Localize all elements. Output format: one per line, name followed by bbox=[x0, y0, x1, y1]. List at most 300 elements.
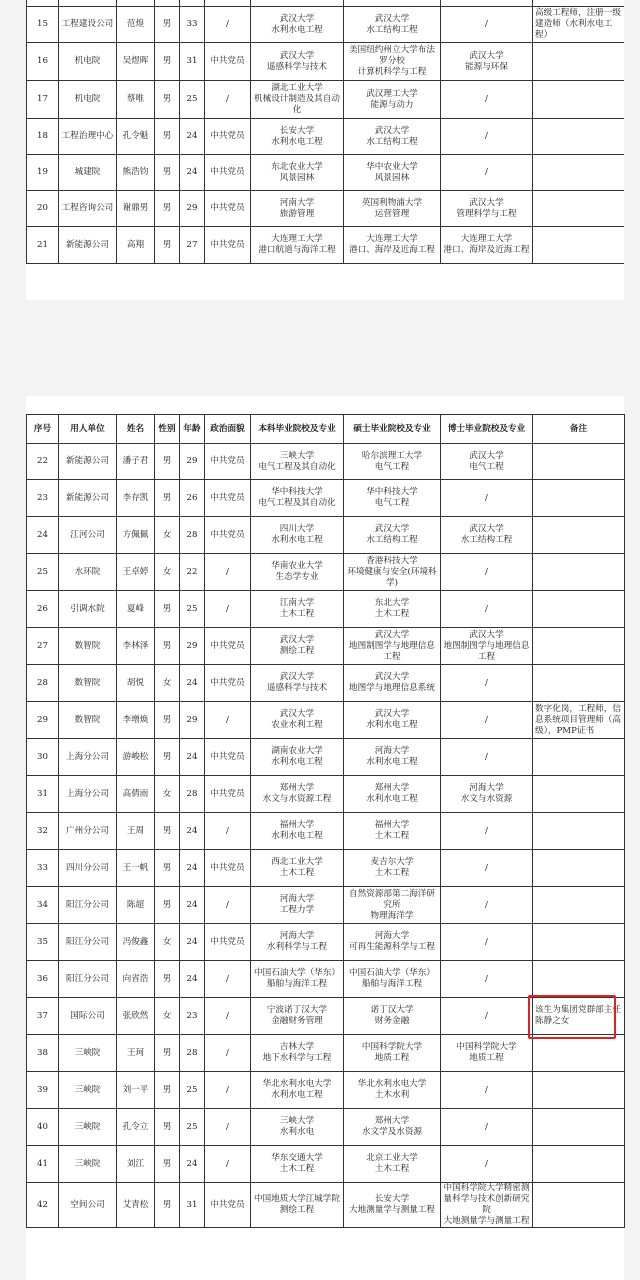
cell-gender: 男 bbox=[155, 81, 180, 119]
cell-party: 中共党员 bbox=[205, 155, 251, 191]
cell-gender: 女 bbox=[155, 554, 180, 591]
cell-age: 31 bbox=[180, 43, 205, 81]
cell-age: 24 bbox=[180, 924, 205, 961]
cell-age: 29 bbox=[180, 702, 205, 739]
cell-note bbox=[533, 554, 625, 591]
cell-unit: 三峡院 bbox=[59, 1109, 117, 1146]
cell-age: 24 bbox=[180, 665, 205, 702]
cell-unit: 城建院 bbox=[59, 155, 117, 191]
cell-phd: 中国科学院大学精密测量科学与技术创新研究院 大地测量学与测量工程 bbox=[441, 1183, 533, 1228]
cell-number: 31 bbox=[27, 776, 59, 813]
cell-phd: / bbox=[441, 665, 533, 702]
cell-gender: 男 bbox=[155, 227, 180, 264]
cell-master: 北京工业大学 土木工程 bbox=[344, 1146, 441, 1183]
table-body-part2 bbox=[27, 444, 625, 1228]
cell-phd: 武汉大学 地图制图学与地理信息工程 bbox=[441, 628, 533, 665]
cell-undergrad: 大连理工大学 港口航道与海洋工程 bbox=[251, 227, 344, 264]
candidates-table-part2 bbox=[26, 414, 625, 1228]
table-row bbox=[27, 739, 625, 776]
cell-gender: 女 bbox=[155, 924, 180, 961]
cell-master: 诺丁汉大学 财务金融 bbox=[344, 998, 441, 1035]
cell-name: 方佩佩 bbox=[117, 517, 155, 554]
cell-unit: 新能源公司 bbox=[59, 480, 117, 517]
cell-gender: 男 bbox=[155, 702, 180, 739]
table-header-row bbox=[27, 415, 625, 444]
cell-gender: 男 bbox=[155, 119, 180, 155]
cell-name: 高倩雨 bbox=[117, 776, 155, 813]
red-highlight-annotation bbox=[528, 995, 616, 1039]
cell-gender: 男 bbox=[155, 43, 180, 81]
cell-name: 熊浩钧 bbox=[117, 155, 155, 191]
cell-note bbox=[533, 887, 625, 924]
cell-unit: 三峡院 bbox=[59, 1146, 117, 1183]
cell-party: / bbox=[205, 887, 251, 924]
cell-undergrad: 华南农业大学 生态学专业 bbox=[251, 554, 344, 591]
cell-party: 中共党员 bbox=[205, 191, 251, 227]
cell-gender: 男 bbox=[155, 628, 180, 665]
column-header: 硕士毕业院校及专业 bbox=[344, 415, 441, 444]
document-page-2 bbox=[26, 396, 624, 1280]
cell-age: 29 bbox=[180, 444, 205, 480]
cell-undergrad: 四川大学 水利水电工程 bbox=[251, 517, 344, 554]
table-row bbox=[27, 81, 625, 119]
cell-undergrad: 武汉大学 水利水电工程 bbox=[251, 7, 344, 43]
cell-party: 中共党员 bbox=[205, 628, 251, 665]
cell-master: 长安大学 大地测量学与测量工程 bbox=[344, 1183, 441, 1228]
cell-name: 吴煜晖 bbox=[117, 43, 155, 81]
cell-party: 中共党员 bbox=[205, 924, 251, 961]
cell-number: 39 bbox=[27, 1072, 59, 1109]
cell-party: 中共党员 bbox=[205, 517, 251, 554]
cell-note bbox=[533, 227, 625, 264]
cell-phd: / bbox=[441, 887, 533, 924]
cell-number: 15 bbox=[27, 7, 59, 43]
column-header: 用人单位 bbox=[59, 415, 117, 444]
cell-unit: 江河公司 bbox=[59, 517, 117, 554]
cell-master: 中国科学院大学 地质工程 bbox=[344, 1035, 441, 1072]
cell-name: 冯俊鑫 bbox=[117, 924, 155, 961]
cell-name: 艾青松 bbox=[117, 1183, 155, 1228]
cell-name: 潘子君 bbox=[117, 444, 155, 480]
cell-undergrad: 福州大学 水利水电工程 bbox=[251, 813, 344, 850]
cell-unit: 空间公司 bbox=[59, 1183, 117, 1228]
cell-party: / bbox=[205, 1072, 251, 1109]
table-row bbox=[27, 1183, 625, 1228]
cell-undergrad: 宁波诺丁汉大学 金融财务管理 bbox=[251, 998, 344, 1035]
cell-phd: / bbox=[441, 7, 533, 43]
cell-note: 数字化岗，工程师，信息系统项目管理师（高级），PMP证书 bbox=[533, 702, 625, 739]
cell-gender: 女 bbox=[155, 998, 180, 1035]
cell-phd: / bbox=[441, 480, 533, 517]
cell-party: 中共党员 bbox=[205, 776, 251, 813]
cell-party: 中共党员 bbox=[205, 444, 251, 480]
cell-note bbox=[533, 961, 625, 998]
cell-note bbox=[533, 1072, 625, 1109]
cell-phd: / bbox=[441, 961, 533, 998]
cell-age: 24 bbox=[180, 961, 205, 998]
cell-number: 30 bbox=[27, 739, 59, 776]
cell-phd: / bbox=[441, 924, 533, 961]
cell-note bbox=[533, 1035, 625, 1072]
cell-unit: 数智院 bbox=[59, 665, 117, 702]
cell-undergrad: 长安大学 水利水电工程 bbox=[251, 119, 344, 155]
table-row bbox=[27, 1035, 625, 1072]
cell-master: 美国纽约州立大学布法罗分校 计算机科学与工程 bbox=[344, 43, 441, 81]
cell-age: 24 bbox=[180, 155, 205, 191]
cell-master: 英国利物浦大学 运营管理 bbox=[344, 191, 441, 227]
cell-gender: 男 bbox=[155, 850, 180, 887]
table-row bbox=[27, 191, 625, 227]
cell-number: 28 bbox=[27, 665, 59, 702]
cell-phd: / bbox=[441, 850, 533, 887]
column-header: 政治面貌 bbox=[205, 415, 251, 444]
cell-gender: 男 bbox=[155, 155, 180, 191]
column-header: 年龄 bbox=[180, 415, 205, 444]
cell-gender: 男 bbox=[155, 1183, 180, 1228]
column-header: 性别 bbox=[155, 415, 180, 444]
cell-age: 26 bbox=[180, 480, 205, 517]
table-row bbox=[27, 961, 625, 998]
cell-unit: 阳江分公司 bbox=[59, 961, 117, 998]
cell-undergrad: 武汉大学 测绘工程 bbox=[251, 628, 344, 665]
cell-undergrad: 西北工业大学 土木工程 bbox=[251, 850, 344, 887]
cell-party: 中共党员 bbox=[205, 1183, 251, 1228]
table-row bbox=[27, 628, 625, 665]
table-row bbox=[27, 7, 625, 43]
table-row bbox=[27, 554, 625, 591]
cell-age: 28 bbox=[180, 517, 205, 554]
cell-undergrad: 中国石油大学（华东） 船舶与海洋工程 bbox=[251, 961, 344, 998]
cell-gender: 男 bbox=[155, 7, 180, 43]
cell-age: 25 bbox=[180, 81, 205, 119]
cell-gender: 男 bbox=[155, 739, 180, 776]
cell-note bbox=[533, 119, 625, 155]
table-row bbox=[27, 776, 625, 813]
column-header: 序号 bbox=[27, 415, 59, 444]
cell-master: 武汉大学 水工结构工程 bbox=[344, 517, 441, 554]
cell-party: / bbox=[205, 813, 251, 850]
document-page-1 bbox=[26, 0, 624, 300]
cell-unit: 三峡院 bbox=[59, 1035, 117, 1072]
cell-name: 谢鼎男 bbox=[117, 191, 155, 227]
cell-note bbox=[533, 480, 625, 517]
cell-number: 18 bbox=[27, 119, 59, 155]
cell-party: 中共党员 bbox=[205, 227, 251, 264]
cell-gender: 男 bbox=[155, 1072, 180, 1109]
cell-name: 王周 bbox=[117, 813, 155, 850]
cell-master: 武汉大学 水利水电工程 bbox=[344, 702, 441, 739]
cell-age: 24 bbox=[180, 1146, 205, 1183]
cell-age: 25 bbox=[180, 1109, 205, 1146]
column-header: 本科毕业院校及专业 bbox=[251, 415, 344, 444]
cell-unit: 机电院 bbox=[59, 81, 117, 119]
cell-name: 高翔 bbox=[117, 227, 155, 264]
cell-undergrad: 河南大学 旅游管理 bbox=[251, 191, 344, 227]
cell-phd: 武汉大学 管理科学与工程 bbox=[441, 191, 533, 227]
cell-gender: 男 bbox=[155, 480, 180, 517]
cell-unit: 数智院 bbox=[59, 628, 117, 665]
cell-party: / bbox=[205, 961, 251, 998]
cell-undergrad: 湖南农业大学 水利水电工程 bbox=[251, 739, 344, 776]
cell-party: / bbox=[205, 591, 251, 628]
cell-phd: / bbox=[441, 591, 533, 628]
cell-phd: / bbox=[441, 702, 533, 739]
cell-number: 26 bbox=[27, 591, 59, 628]
cell-gender: 男 bbox=[155, 444, 180, 480]
cell-undergrad: 江南大学 土木工程 bbox=[251, 591, 344, 628]
cell-phd: / bbox=[441, 119, 533, 155]
cell-number: 36 bbox=[27, 961, 59, 998]
cell-undergrad: 武汉大学 农业水利工程 bbox=[251, 702, 344, 739]
cell-age: 27 bbox=[180, 227, 205, 264]
cell-age: 24 bbox=[180, 739, 205, 776]
cell-gender: 男 bbox=[155, 1146, 180, 1183]
cell-name: 李增焕 bbox=[117, 702, 155, 739]
cell-name: 刘江 bbox=[117, 1146, 155, 1183]
cell-phd: / bbox=[441, 81, 533, 119]
cell-number: 29 bbox=[27, 702, 59, 739]
cell-party: / bbox=[205, 702, 251, 739]
cell-unit: 水环院 bbox=[59, 554, 117, 591]
cell-name: 刘一平 bbox=[117, 1072, 155, 1109]
table-row bbox=[27, 119, 625, 155]
cell-master: 武汉大学 地图制图学与地理信息工程 bbox=[344, 628, 441, 665]
cell-name: 李存凯 bbox=[117, 480, 155, 517]
cell-phd: 武汉大学 水工结构工程 bbox=[441, 517, 533, 554]
cell-master: 华中农业大学 风景园林 bbox=[344, 155, 441, 191]
cell-party: / bbox=[205, 998, 251, 1035]
cell-unit: 工程咨询公司 bbox=[59, 191, 117, 227]
cell-number: 19 bbox=[27, 155, 59, 191]
cell-age: 22 bbox=[180, 554, 205, 591]
cell-master: 哈尔滨理工大学 电气工程 bbox=[344, 444, 441, 480]
column-header: 博士毕业院校及专业 bbox=[441, 415, 533, 444]
cell-phd: / bbox=[441, 1109, 533, 1146]
cell-age: 24 bbox=[180, 813, 205, 850]
cell-unit: 广州分公司 bbox=[59, 813, 117, 850]
cell-number: 21 bbox=[27, 227, 59, 264]
cell-undergrad: 湖北工业大学 机械设计制造及其自动化 bbox=[251, 81, 344, 119]
cell-age: 29 bbox=[180, 628, 205, 665]
cell-number: 40 bbox=[27, 1109, 59, 1146]
cell-name: 李林泽 bbox=[117, 628, 155, 665]
cell-undergrad: 三峡大学 水利水电 bbox=[251, 1109, 344, 1146]
cell-gender: 女 bbox=[155, 665, 180, 702]
cell-gender: 男 bbox=[155, 1035, 180, 1072]
cell-age: 31 bbox=[180, 1183, 205, 1228]
cell-phd: 中国科学院大学 地质工程 bbox=[441, 1035, 533, 1072]
cell-gender: 男 bbox=[155, 1109, 180, 1146]
cell-age: 23 bbox=[180, 998, 205, 1035]
cell-name: 王一帆 bbox=[117, 850, 155, 887]
cell-master: 河海大学 可再生能源科学与工程 bbox=[344, 924, 441, 961]
table-row bbox=[27, 444, 625, 480]
cell-name: 王卓婷 bbox=[117, 554, 155, 591]
cell-name: 陈超 bbox=[117, 887, 155, 924]
table-row bbox=[27, 813, 625, 850]
cell-name: 王珂 bbox=[117, 1035, 155, 1072]
cell-master: 武汉大学 水工结构工程 bbox=[344, 119, 441, 155]
cell-master: 自然资源部第二海洋研究所 物理海洋学 bbox=[344, 887, 441, 924]
cell-phd: / bbox=[441, 155, 533, 191]
cell-unit: 国际公司 bbox=[59, 998, 117, 1035]
cell-party: / bbox=[205, 7, 251, 43]
cell-party: 中共党员 bbox=[205, 119, 251, 155]
cell-number: 27 bbox=[27, 628, 59, 665]
cell-gender: 男 bbox=[155, 813, 180, 850]
cell-note bbox=[533, 155, 625, 191]
cell-unit: 新能源公司 bbox=[59, 444, 117, 480]
cell-number: 42 bbox=[27, 1183, 59, 1228]
cell-master: 东北大学 土木工程 bbox=[344, 591, 441, 628]
cell-number: 24 bbox=[27, 517, 59, 554]
cell-age: 24 bbox=[180, 119, 205, 155]
cell-number: 32 bbox=[27, 813, 59, 850]
cell-undergrad: 武汉大学 遥感科学与技术 bbox=[251, 665, 344, 702]
cell-master: 郑州大学 水文学及水资源 bbox=[344, 1109, 441, 1146]
cell-unit: 三峡院 bbox=[59, 1072, 117, 1109]
cell-unit: 数智院 bbox=[59, 702, 117, 739]
cell-age: 28 bbox=[180, 1035, 205, 1072]
cell-age: 24 bbox=[180, 850, 205, 887]
cell-note bbox=[533, 1109, 625, 1146]
cell-unit: 机电院 bbox=[59, 43, 117, 81]
cell-note bbox=[533, 43, 625, 81]
table-body-part1 bbox=[27, 0, 625, 264]
table-row bbox=[27, 1146, 625, 1183]
cell-age: 24 bbox=[180, 887, 205, 924]
cell-unit: 工程治理中心 bbox=[59, 119, 117, 155]
cell-undergrad: 华中科技大学 电气工程及其自动化 bbox=[251, 480, 344, 517]
table-row bbox=[27, 155, 625, 191]
cell-note bbox=[533, 776, 625, 813]
cell-number: 25 bbox=[27, 554, 59, 591]
cell-phd: 河海大学 水文与水资源 bbox=[441, 776, 533, 813]
cell-master: 香港科技大学 环境健康与安全(环境科学) bbox=[344, 554, 441, 591]
cell-party: 中共党员 bbox=[205, 850, 251, 887]
candidates-table-part1 bbox=[26, 0, 625, 264]
page-right-margin bbox=[624, 0, 640, 300]
cell-unit: 阳江分公司 bbox=[59, 924, 117, 961]
table-row bbox=[27, 850, 625, 887]
cell-undergrad: 华东交通大学 土木工程 bbox=[251, 1146, 344, 1183]
table-row bbox=[27, 517, 625, 554]
cell-unit: 四川分公司 bbox=[59, 850, 117, 887]
cell-party: / bbox=[205, 554, 251, 591]
cell-gender: 女 bbox=[155, 776, 180, 813]
cell-gender: 女 bbox=[155, 517, 180, 554]
table-row bbox=[27, 591, 625, 628]
cell-note bbox=[533, 591, 625, 628]
column-header: 姓名 bbox=[117, 415, 155, 444]
cell-gender: 男 bbox=[155, 191, 180, 227]
cell-number: 34 bbox=[27, 887, 59, 924]
cell-note bbox=[533, 924, 625, 961]
cell-note bbox=[533, 517, 625, 554]
cell-name: 胡悦 bbox=[117, 665, 155, 702]
cell-master: 大连理工大学 港口、海岸及近海工程 bbox=[344, 227, 441, 264]
cell-age: 33 bbox=[180, 7, 205, 43]
cell-note bbox=[533, 1146, 625, 1183]
cell-note bbox=[533, 628, 625, 665]
cell-undergrad: 河海大学 水利科学与工程 bbox=[251, 924, 344, 961]
cell-age: 28 bbox=[180, 776, 205, 813]
table-row bbox=[27, 924, 625, 961]
cell-phd: / bbox=[441, 554, 533, 591]
cell-number: 16 bbox=[27, 43, 59, 81]
cell-name: 孔令立 bbox=[117, 1109, 155, 1146]
cell-unit: 上海分公司 bbox=[59, 739, 117, 776]
cell-note bbox=[533, 1183, 625, 1228]
table-row bbox=[27, 480, 625, 517]
cell-master: 武汉大学 水工结构工程 bbox=[344, 7, 441, 43]
cell-phd: / bbox=[441, 813, 533, 850]
table-row bbox=[27, 665, 625, 702]
cell-note bbox=[533, 191, 625, 227]
cell-undergrad: 东北农业大学 风景园林 bbox=[251, 155, 344, 191]
cell-name: 孔令魁 bbox=[117, 119, 155, 155]
cell-number: 37 bbox=[27, 998, 59, 1035]
cell-party: / bbox=[205, 1035, 251, 1072]
cell-gender: 男 bbox=[155, 591, 180, 628]
cell-master: 郑州大学 水利水电工程 bbox=[344, 776, 441, 813]
cell-undergrad: 河海大学 工程力学 bbox=[251, 887, 344, 924]
cell-age: 25 bbox=[180, 591, 205, 628]
cell-number: 20 bbox=[27, 191, 59, 227]
cell-number: 22 bbox=[27, 444, 59, 480]
cell-party: 中共党员 bbox=[205, 43, 251, 81]
cell-age: 29 bbox=[180, 191, 205, 227]
cell-number: 33 bbox=[27, 850, 59, 887]
cell-master: 武汉大学 地图学与地理信息系统 bbox=[344, 665, 441, 702]
cell-note: 该生为集团党群部主任陈静之女 bbox=[533, 998, 625, 1035]
cell-note bbox=[533, 813, 625, 850]
cell-note bbox=[533, 850, 625, 887]
cell-undergrad: 武汉大学 遥感科学与技术 bbox=[251, 43, 344, 81]
cell-party: / bbox=[205, 81, 251, 119]
cell-note bbox=[533, 81, 625, 119]
cell-phd: 大连理工大学 港口、海岸及近海工程 bbox=[441, 227, 533, 264]
table-row bbox=[27, 887, 625, 924]
cell-note bbox=[533, 444, 625, 480]
table-row bbox=[27, 1109, 625, 1146]
cell-unit: 上海分公司 bbox=[59, 776, 117, 813]
cell-phd: / bbox=[441, 1146, 533, 1183]
cell-party: 中共党员 bbox=[205, 665, 251, 702]
cell-gender: 男 bbox=[155, 961, 180, 998]
cell-master: 河海大学 水利水电工程 bbox=[344, 739, 441, 776]
cell-party: / bbox=[205, 1146, 251, 1183]
cell-master: 麦吉尔大学 土木工程 bbox=[344, 850, 441, 887]
cell-unit: 阳江分公司 bbox=[59, 887, 117, 924]
cell-name: 蔡唯 bbox=[117, 81, 155, 119]
cell-number: 35 bbox=[27, 924, 59, 961]
table-row bbox=[27, 43, 625, 81]
cell-note bbox=[533, 739, 625, 776]
cell-undergrad: 三峡大学 电气工程及其自动化 bbox=[251, 444, 344, 480]
cell-master: 福州大学 土木工程 bbox=[344, 813, 441, 850]
cell-master: 武汉理工大学 能源与动力 bbox=[344, 81, 441, 119]
cell-phd: 武汉大学 能源与环保 bbox=[441, 43, 533, 81]
cell-undergrad: 吉林大学 地下水科学与工程 bbox=[251, 1035, 344, 1072]
cell-note bbox=[533, 665, 625, 702]
cell-party: 中共党员 bbox=[205, 480, 251, 517]
cell-master: 华中科技大学 电气工程 bbox=[344, 480, 441, 517]
cell-undergrad: 郑州大学 水文与水资源工程 bbox=[251, 776, 344, 813]
cell-undergrad: 华北水利水电大学 水利水电工程 bbox=[251, 1072, 344, 1109]
cell-name: 游峻松 bbox=[117, 739, 155, 776]
table-row bbox=[27, 702, 625, 739]
